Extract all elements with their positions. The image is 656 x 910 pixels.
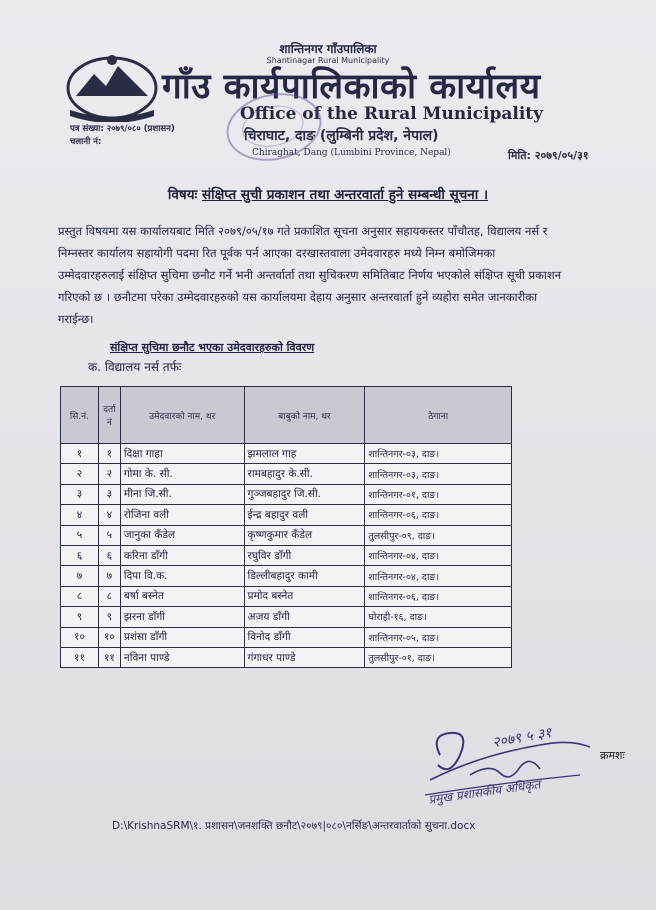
body-line-1: प्रस्तुत विषयमा यस कार्यालयबाट मिति २०७९/०५/१७ गते प्रकाशित सूचना अनुसार सहायकस्तर पाँचौतह, विद्यालय नर्स र [58, 224, 548, 238]
address-cell: शान्तिनगर-०४, दाङ। [365, 566, 512, 586]
column-header: उमेदवारको नाम, थर [120, 387, 244, 444]
candidate-name-cell: गोमा के. सी. [120, 464, 244, 484]
registration-number-cell: १० [98, 627, 120, 647]
father-name-cell: डिल्लीबहादुर कामी [244, 566, 365, 586]
table-row [61, 627, 512, 647]
registration-number-cell: ८ [98, 586, 120, 606]
father-name-cell: अजय डाँगी [244, 607, 365, 627]
candidate-name-cell: करिना डाँगी [120, 545, 244, 565]
address-cell: शान्तिनगर-०३, दाङ। [365, 464, 512, 484]
candidate-name-cell: झरना डाँगी [120, 607, 244, 627]
address-cell: शान्तिनगर-०६, दाङ। [365, 505, 512, 525]
letter-date: मिति: २०७९/०५/३१ [508, 149, 589, 162]
father-name-cell: विनोद डाँगी [244, 627, 365, 647]
candidate-table [60, 386, 512, 668]
office-title-english: Office of the Rural Municipality [240, 104, 544, 124]
table-row [61, 525, 512, 545]
table-row [61, 464, 512, 484]
candidate-name-cell: रोजिना वली [120, 505, 244, 525]
serial-number-cell: ७ [61, 566, 99, 586]
office-address-english: Chiraghat, Dang (Lumbini Province, Nepal) [252, 148, 451, 158]
address-cell: शान्तिनगर-०१, दाङ। [365, 484, 512, 504]
signature-date: २०७९ ५ ३१ [491, 724, 553, 752]
address-cell: घोराही-१६, दाङ। [365, 607, 512, 627]
table-row [61, 647, 512, 667]
column-header: सि.नं. [61, 387, 99, 444]
table-row [61, 545, 512, 565]
registration-number-cell: ३ [98, 484, 120, 504]
table-header-row [61, 387, 512, 444]
father-name-cell: झमलाल गाह [244, 444, 365, 464]
office-title: गाँउ कार्यपालिकाको कार्यालय [162, 67, 541, 107]
serial-number-cell: ३ [61, 484, 99, 504]
address-cell: तुलसीपुर-०९, दाङ। [365, 525, 512, 545]
father-name-cell: कृष्णकुमार कँडेल [244, 525, 365, 545]
candidate-name-cell: दिपा वि.क. [120, 566, 244, 586]
serial-number-cell: ९ [61, 607, 99, 627]
body-line-5: गराईन्छ। [58, 312, 94, 326]
subject-line: विषयः संक्षिप्त सुची प्रकाशन तथा अन्तरवार्ता हुने सम्बन्धी सूचना । [167, 187, 489, 203]
father-name-cell: रामबहादुर के.सी. [244, 464, 365, 484]
letter-number: पत्र संख्या: २०७९/०८० (प्रशासन) [70, 124, 175, 134]
father-name-cell: रघुविर डाँगी [244, 545, 365, 565]
father-name-cell: गंगाधर पाण्डे [244, 647, 365, 667]
table-row [61, 484, 512, 504]
candidate-name-cell: मीना जि.सी. [120, 484, 244, 504]
section-heading: संक्षिप्त सुचिमा छनौट भएका उमेदवारहरुको विवरण [110, 341, 315, 354]
serial-number-cell: ५ [61, 525, 99, 545]
candidate-name-cell: बर्षा बस्नेत [120, 586, 244, 606]
candidate-name-cell: दिक्षा गाहा [120, 444, 244, 464]
father-name-cell: प्रमोद बस्नेत [244, 586, 365, 606]
address-cell: तुलसीपुर-०१, दाङ। [365, 647, 512, 667]
serial-number-cell: ४ [61, 505, 99, 525]
table-row [61, 505, 512, 525]
municipality-name-english: Shantinagar Rural Municipality [266, 56, 390, 65]
address-cell: शान्तिनगर-०३, दाङ। [365, 444, 512, 464]
serial-number-cell: ६ [61, 545, 99, 565]
column-header: बाबुको नाम, थर [244, 387, 365, 444]
serial-number-cell: २ [61, 464, 99, 484]
candidate-name-cell: नविना पाण्डे [120, 647, 244, 667]
serial-number-cell: १० [61, 627, 99, 647]
body-line-3: उम्मेदवारहरुलाई संक्षिप्त सुचिमा छनौट गर्ने भनी अन्तर्वार्ता तथा सुचिकरण समितिबाट निर्णय भएकोले संक्षिप्त सूची प्रकाशन [58, 268, 562, 282]
serial-number-cell: ११ [61, 647, 99, 667]
father-name-cell: ईन्द्र बहादुर वली [244, 505, 365, 525]
section-subheading: क. विद्यालय नर्स तर्फः [88, 360, 182, 374]
signatory-title: प्रमुख प्रशासकीय अधिकृत [427, 777, 542, 807]
address-cell: शान्तिनगर-०५, दाङ। [365, 627, 512, 647]
body-line-4: गरिएको छ । छनौटमा परेका उम्मेदवारहरुको यस कार्यालयमा देहाय अनुसार अन्तरवार्ता हुने व्यहोरा समेत जानकारीका [58, 290, 538, 304]
father-name-cell: गुञ्जबहादुर जि.सी. [244, 484, 365, 504]
candidate-name-cell: प्रशंसा डाँगी [120, 627, 244, 647]
registration-number-cell: ४ [98, 505, 120, 525]
registration-number-cell: ९ [98, 607, 120, 627]
table-row [61, 607, 512, 627]
serial-number-cell: १ [61, 444, 99, 464]
registration-number-cell: ७ [98, 566, 120, 586]
registration-number-cell: ५ [98, 525, 120, 545]
serial-number-cell: ८ [61, 586, 99, 606]
registration-number-cell: ६ [98, 545, 120, 565]
registration-number-cell: ११ [98, 647, 120, 667]
address-cell: शान्तिनगर-०६, दाङ। [365, 586, 512, 606]
column-header: ठेगाना [365, 387, 512, 444]
municipality-name: शान्तिनगर गाँउपालिका [279, 42, 377, 56]
column-header: दर्ता नं [98, 387, 120, 444]
continued-marker: क्रमशः [600, 749, 625, 762]
registration-number-cell: १ [98, 444, 120, 464]
office-address: चिराघाट, दाङ (लुम्बिनी प्रदेश, नेपाल) [244, 128, 439, 144]
address-cell: शान्तिनगर-०४, दाङ। [365, 545, 512, 565]
dispatch-number: चलानी नं: [70, 137, 102, 147]
body-line-2: निम्नस्तर कार्यालय सहायोगी पदमा रित पूर्वक पर्न आएका दरखास्तवाला उमेदवारहरु मध्ये निम्न बमोजिमका [58, 246, 496, 260]
candidate-name-cell: जानुका कँडेल [120, 525, 244, 545]
file-path-footer: D:\KrishnaSRM\१. प्रशासन\जनशक्ति छनौट\२०७९|०८०\नर्सिङ\अन्तरवार्ताको सुचना.docx [112, 820, 476, 832]
table-row [61, 586, 512, 606]
table-row [61, 566, 512, 586]
table-row [61, 444, 512, 464]
registration-number-cell: २ [98, 464, 120, 484]
